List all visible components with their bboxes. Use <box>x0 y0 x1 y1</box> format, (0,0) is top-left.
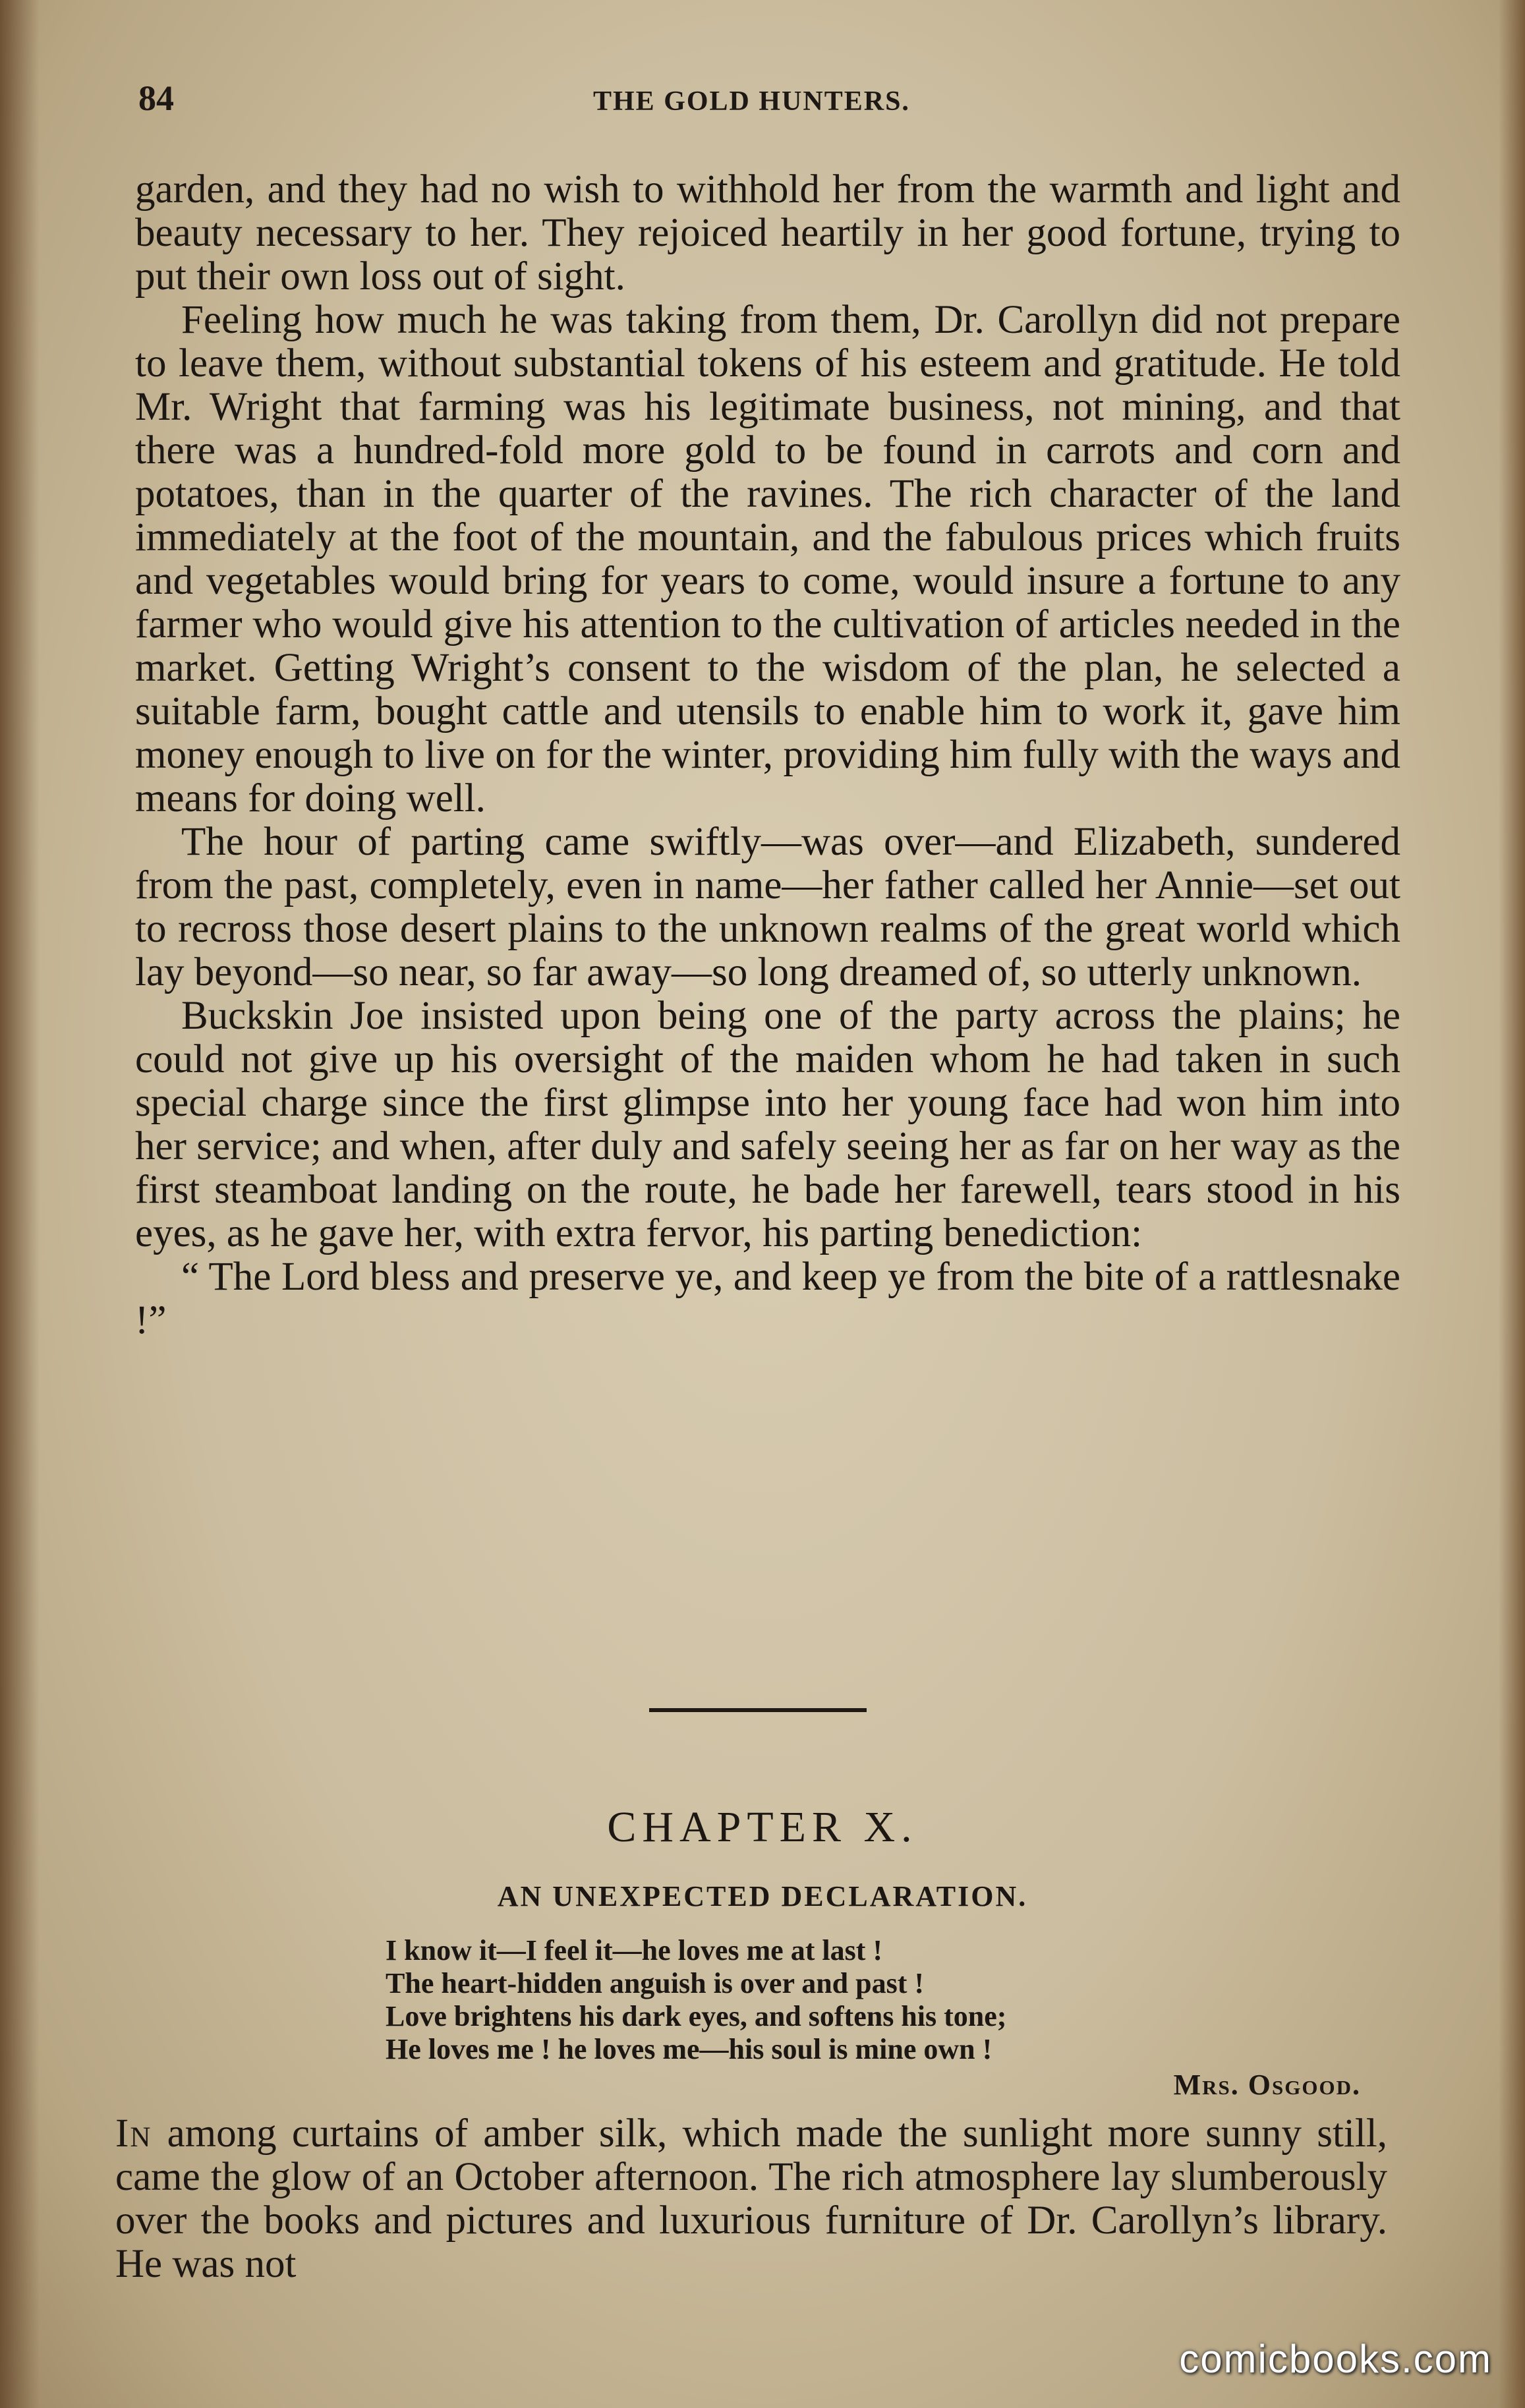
chapter-title: CHAPTER X. <box>607 1803 918 1851</box>
body-text <box>135 168 1400 1342</box>
epigraph-line: The heart-hidden anguish is over and past ! <box>386 1967 925 1999</box>
epigraph-line: He loves me ! he loves me—his soul is mine own ! <box>386 2033 993 2065</box>
chapter-body <box>115 2112 1387 2286</box>
running-title: THE GOLD HUNTERS. <box>593 86 910 117</box>
paragraph: Feeling how much he was taking from them, Dr. Carollyn did not prepare to leave them, without substantial tokens of his esteem and gratitude. He told Mr. Wright that farming was his legitimate business, not mining, and that there was a hundred-fold more gold to be found in carrots and corn and potatoes, than in the quarter of the ravines. The rich character of the land immediately at the foot of the mountain, and the fabulous prices which fruits and vegetables would bring for years to come, would insure a fortune to any farmer who would give his attention to the cultivation of articles needed in the market. Getting Wright’s consent to the wisdom of the plan, he selected a suitable farm, bought cattle and utensils to enable him to work it, gave him money enough to live on for the winter, providing him fully with the ways and means for doing well. <box>135 298 1400 820</box>
page-header <box>138 78 1391 130</box>
section-divider <box>649 1708 867 1712</box>
epigraph-line: I know it—I feel it—he loves me at last ! <box>386 1934 883 1966</box>
opening-text: among curtains of amber silk, which made the sunlight more sunny still, came the glow of an October afternoon. The rich atmosphere lay slumberously over the books and pictures and luxurious furniture of Dr. Carollyn’s library. He was not <box>115 2111 1387 2286</box>
page-shadow-right <box>1499 0 1525 2408</box>
epigraph <box>386 1934 1361 2102</box>
paragraph: The hour of parting came swiftly—was over—and Elizabeth, sundered from the past, completely, even in name—her father called her Annie—set out to recross those desert plains to the unknown realms of the great world which lay beyond—so near, so far away—so long dreamed of, so utterly unknown. <box>135 820 1400 994</box>
epigraph-line: Love brightens his dark eyes, and softens his tone; <box>386 2000 1007 2032</box>
page-number: 84 <box>138 78 174 118</box>
watermark: comicbooks.com <box>1179 2337 1492 2381</box>
chapter-opening-paragraph <box>115 2112 1387 2286</box>
paragraph-continued: garden, and they had no wish to withhold her from the warmth and light and beauty necessary to her. They rejoiced heartily in her good fortune, trying to put their own loss out of sight. <box>135 167 1400 299</box>
paragraph-quote: “ The Lord bless and preserve ye, and keep ye from the bite of a rattlesnake !” <box>135 1255 1400 1342</box>
epigraph-attribution: Mrs. Osgood. <box>1173 2069 1361 2101</box>
opening-word: In <box>115 2111 152 2156</box>
chapter-subtitle: AN UNEXPECTED DECLARATION. <box>497 1880 1028 1912</box>
paragraph: Buckskin Joe insisted upon being one of the party across the plains; he could not give up his oversight of the maiden whom he had taken in such special charge since the first glimpse into her young face had won him into her service; and when, after duly and safely seeing her as far on her way as the first steamboat landing on the route, he bade her farewell, tears stood in his eyes, as he gave her, with extra fervor, his parting benediction: <box>135 994 1400 1255</box>
page-shadow-left <box>0 0 40 2408</box>
